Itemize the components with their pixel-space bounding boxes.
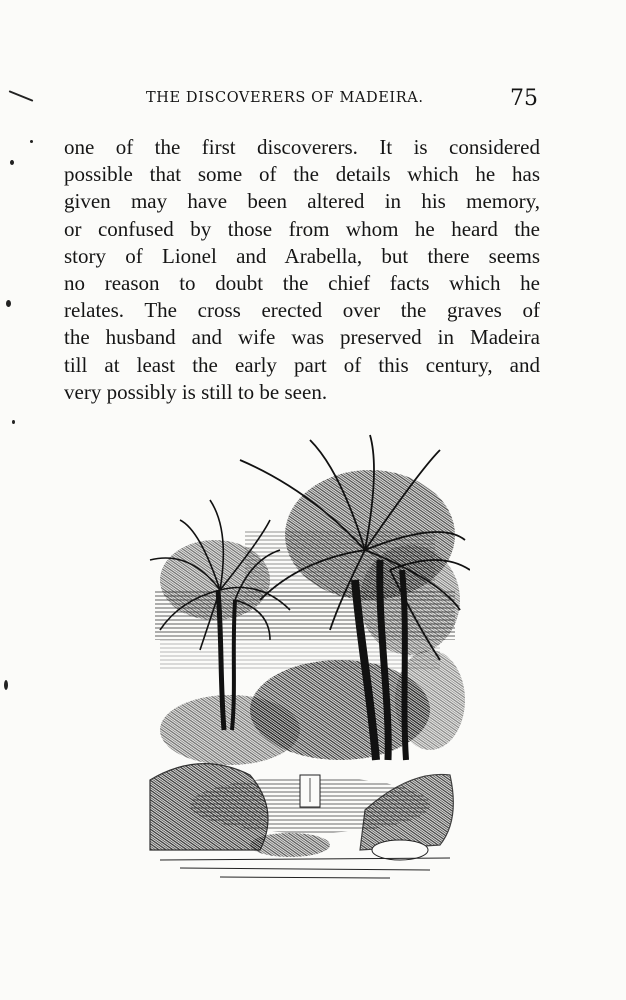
text-line: relates. The cross erected over the graves of [64,298,540,323]
page-number: 75 [510,86,538,111]
text-line: very possibly is still to be seen. [64,379,328,404]
ground-lines [160,858,450,878]
text-line: story of Lionel and Arabella, but there seems [64,243,540,268]
text-line: possible that some of the details which he has [64,162,540,187]
margin-speck [10,160,14,165]
text-line: the husband and wife was preserved in Madeira [64,325,540,350]
margin-speck [30,140,33,143]
text-line: given may have been altered in his memory, [64,189,540,214]
body-paragraph [64,134,540,406]
margin-speck [12,420,15,424]
text-line: till at least the early part of this century, and [64,352,540,377]
running-head [64,86,540,112]
margin-speck [4,680,8,690]
margin-speck [9,90,34,102]
margin-speck [6,300,11,307]
text-line: one of the first discoverers. It is considered [64,135,540,159]
engraving-image [140,430,470,895]
running-title: THE DISCOVERERS OF MADEIRA. [146,90,424,106]
text-line: no reason to doubt the chief facts which he [64,270,540,295]
cross-marker [300,775,320,807]
text-line: or confused by those from whom he heard the [64,216,540,241]
palm-engraving [140,430,470,895]
